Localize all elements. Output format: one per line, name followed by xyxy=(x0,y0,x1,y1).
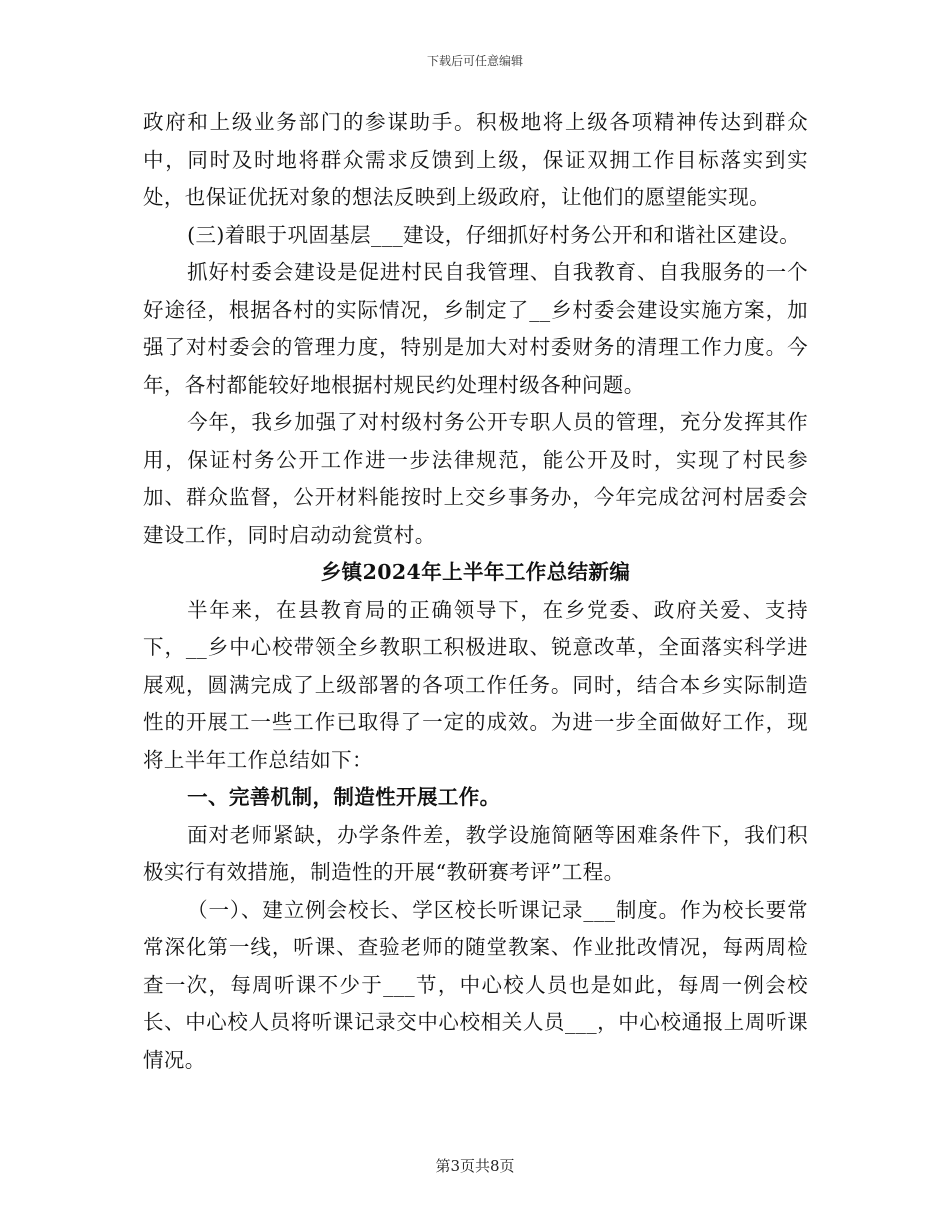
paragraph-6: 面对老师紧缺，办学条件差，教学设施简陋等困难条件下，我们积极实行有效措施，制造性的开展“教研赛考评”工程。 xyxy=(143,822,808,884)
paragraph-2: (三)着眼于巩固基层___建设，仔细抓好村务公开和和谐社区建设。 xyxy=(187,222,801,247)
document-body xyxy=(143,104,808,1079)
heading-1: 一、完善机制，制造性开展工作。 xyxy=(187,785,501,809)
section-title: 乡镇2024年上半年工作总结新编 xyxy=(320,560,631,584)
paragraph-4: 今年，我乡加强了对村级村务公开专职人员的管理，充分发挥其作用，保证村务公开工作进一步法律规范，能公开及时，实现了村民参加、群众监督，公开材料能按时上交乡事务办，今年完成岔河村居委会建设工作，同时启动动瓮赏村。 xyxy=(143,410,808,547)
paragraph-7: （一）、建立例会校长、学区校长听课记录___制度。作为校长要常常深化第一线，听课、查验老师的随堂教案、作业批改情况，每两周检查一次，每周听课不少于___节，中心校人员也是如此，每周一例会校长、中心校人员将听课记录交中心校相关人员___，中心校通报上周听课情况。 xyxy=(143,897,808,1072)
paragraph-1: 政府和上级业务部门的参谋助手。积极地将上级各项精神传达到群众中，同时及时地将群众需求反馈到上级，保证双拥工作目标落实到实处，也保证优抚对象的想法反映到上级政府，让他们的愿望能实现。 xyxy=(143,110,808,209)
paragraph-5: 半年来，在县教育局的正确领导下，在乡党委、政府关爱、支持下，__乡中心校带领全乡教职工积极进取、锐意改革，全面落实科学进展观，圆满完成了上级部署的各项工作任务。同时，结合本乡实际制造性的开展工一些工作已取得了一定的成效。为进一步全面做好工作，现将上半年工作总结如下： xyxy=(143,597,808,772)
paragraph-3: 抓好村委会建设是促进村民自我管理、自我教育、自我服务的一个好途径，根据各村的实际情况，乡制定了__乡村委会建设实施方案，加强了对村委会的管理力度，特别是加大对村委财务的清理工作力度。今年，各村都能较好地根据村规民约处理村级各种问题。 xyxy=(143,260,808,397)
page-header: 下载后可任意编辑 xyxy=(426,54,523,68)
page-footer: 第3页共8页 xyxy=(435,1157,515,1175)
